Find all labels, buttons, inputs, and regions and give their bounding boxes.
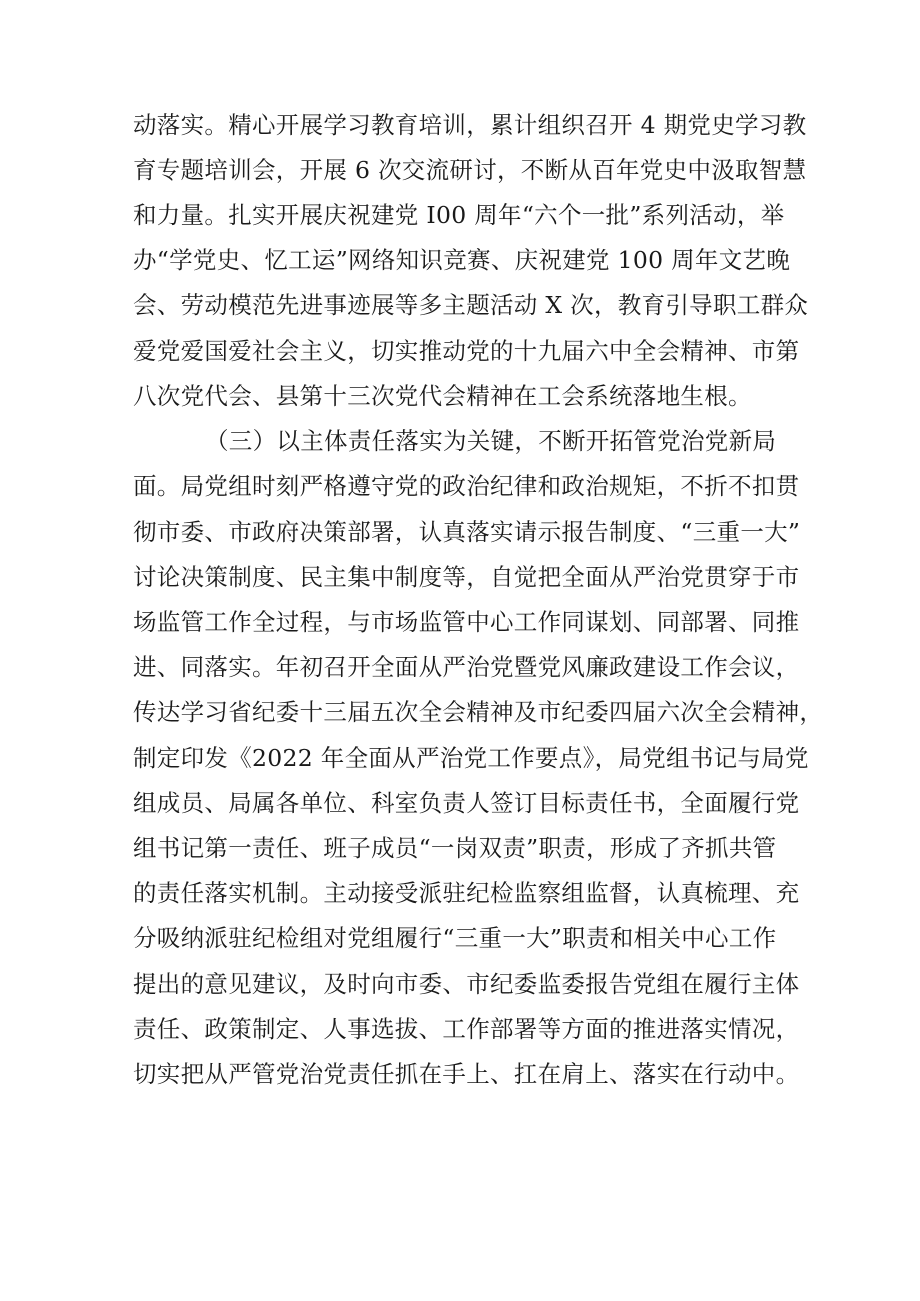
- text-line: 进、同落实。年初召开全面从严治党暨党风廉政建设工作会议，: [133, 653, 800, 681]
- text-line: 制定印发《2022 年全面从严治党工作要点》，局党组书记与局党: [133, 744, 809, 772]
- section-heading-line: （三）以主体责任落实为关键，不断开拓管党治党新局: [205, 427, 777, 455]
- text-line: 爱党爱国爱社会主义，切实推动党的十九届六中全会精神、市第: [133, 337, 800, 365]
- text-line: 的责任落实机制。主动接受派驻纪检监察组监督，认真梳理、充: [133, 879, 800, 907]
- text-line: 和力量。扎实开展庆祝建党 I00 周年“六个一批”系列活动，举: [133, 201, 785, 229]
- text-line: 组成员、局属各单位、科室负责人签订目标责任书，全面履行党: [133, 789, 800, 817]
- text-line: 动落实。精心开展学习教育培训，累计组织召开 4 期党史学习教: [133, 111, 807, 139]
- text-line: 传达学习省纪委十三届五次全会精神及市纪委四届六次全会精神，: [133, 698, 824, 726]
- text-line: 组书记第一责任、班子成员“一岗双责”职责，形成了齐抓共管: [133, 834, 777, 862]
- text-line: 八次党代会、县第十三次党代会精神在工会系统落地生根。: [133, 382, 752, 410]
- text-line: 育专题培训会，开展 6 次交流研讨，不断从百年党史中汲取智慧: [133, 156, 807, 184]
- text-line: 彻市委、市政府决策部署，认真落实请示报告制度、“三重一大”: [133, 518, 801, 546]
- text-line: 责任、政策制定、人事选拔、工作部署等方面的推进落实情况，: [133, 1015, 800, 1043]
- text-line: 提出的意见建议，及时向市委、市纪委监委报告党组在履行主体: [133, 970, 800, 998]
- text-line: 讨论决策制度、民主集中制度等，自觉把全面从严治党贯穿于市: [133, 563, 800, 591]
- text-line: 切实把从严管党治党责任抓在手上、扛在肩上、落实在行动中。: [133, 1060, 800, 1088]
- text-line: 场监管工作全过程，与市场监管中心工作同谋划、同部署、同推: [133, 608, 800, 636]
- text-line: 办“学党史、忆工运”网络知识竞赛、庆祝建党 100 周年文艺晚: [133, 246, 791, 274]
- text-line: 面。局党组时刻严格遵守党的政治纪律和政治规矩，不折不扣贯: [133, 472, 800, 500]
- text-line: 会、劳动模范先进事迹展等多主题活动 X 次，教育引导职工群众: [133, 291, 809, 319]
- text-line: 分吸纳派驻纪检组对党组履行“三重一大”职责和相关中心工作: [133, 924, 777, 952]
